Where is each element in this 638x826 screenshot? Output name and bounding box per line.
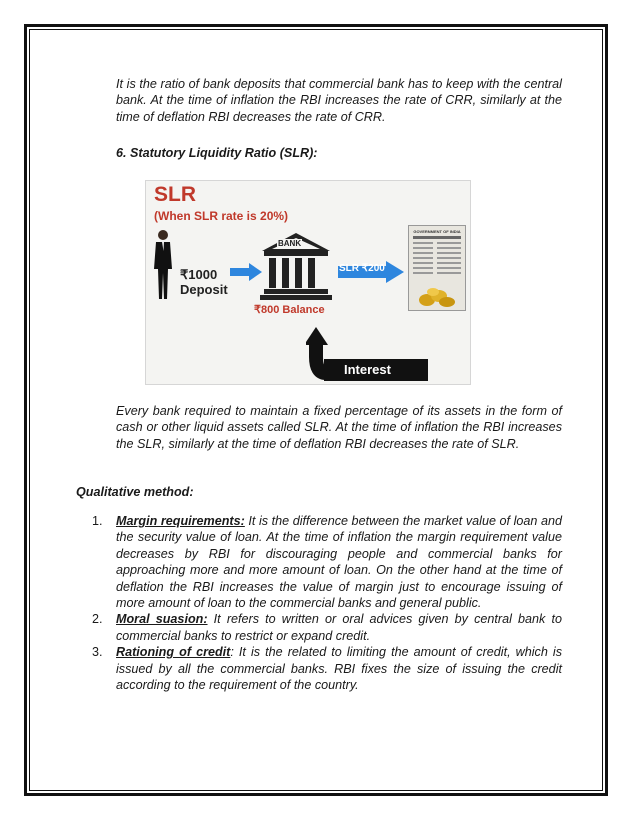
list-text: It refers to written or oral advices given by central bank to commercial banks to restrict or expand credit. xyxy=(116,612,562,643)
slr-label: SLR ₹200 xyxy=(339,263,385,274)
list-number: 2. xyxy=(92,612,103,627)
deposit-label: Deposit xyxy=(180,282,228,297)
list-number: 1. xyxy=(92,514,103,528)
deposit-amount: ₹1000 xyxy=(180,267,218,282)
list-term: Rationing of credit xyxy=(116,645,231,660)
list-number: 3. xyxy=(92,645,103,660)
list-item xyxy=(90,611,562,644)
businessman-icon xyxy=(152,229,174,301)
slr-paragraph: Every bank required to maintain a fixed percentage of its assets in the form of cash or other liquid assets called SLR. At the time of inflation the RBI increases the SLR, similarly at the time of deflation RBI decreases the rate of SLR. xyxy=(116,404,562,451)
intro-paragraph: It is the ratio of bank deposits that commercial bank has to keep with the central bank. At the time of inflation the RBI increases the rate of CRR, similarly at the time of deflation RBI decreases the rate of CRR. xyxy=(116,77,562,124)
interest-label: Interest xyxy=(344,362,391,377)
slr-heading: 6. Statutory Liquidity Ratio (SLR): xyxy=(116,146,318,160)
qualitative-heading: Qualitative method: xyxy=(76,485,194,499)
arrow-right-icon xyxy=(230,263,262,281)
qualitative-list xyxy=(90,513,562,693)
slr-figure xyxy=(145,180,471,385)
bank-label: BANK xyxy=(278,239,302,248)
list-item xyxy=(90,513,562,611)
list-text: It is the difference between the market value of loan and the security value of loan. At the time of inflation the margin requirement value decreases by RBI for discouraging people and commercial banks for approaching more and more amount of loan. On the other hand at the time of deflation the RBI increases the value of margin just to encourage issuing of more amount of loan to the commercial banks and general public. xyxy=(116,514,562,611)
list-term: Margin requirements: xyxy=(116,514,245,528)
document-header: GOVERNMENT OF INDIA xyxy=(413,229,461,234)
gold-coins-icon xyxy=(417,286,457,308)
list-term: Moral suasion: xyxy=(116,612,208,627)
balance-label: ₹800 Balance xyxy=(254,304,325,316)
list-text: : It is the related to limiting the amount of credit, which is issued by all the commercial banks. RBI fixes the size of issuing the credit according to the requirement of the country. xyxy=(116,645,562,693)
government-document xyxy=(408,225,466,311)
figure-title: SLR xyxy=(154,183,196,206)
figure-subtitle: (When SLR rate is 20%) xyxy=(154,209,289,223)
list-item xyxy=(90,644,562,693)
